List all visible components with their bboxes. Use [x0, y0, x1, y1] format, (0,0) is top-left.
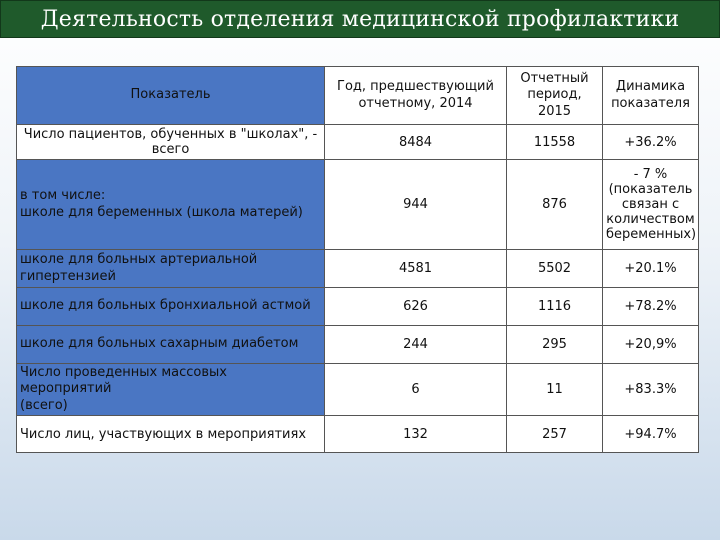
header-prev-year: Год, предшествующий отчетному, 2014 [325, 67, 507, 125]
row-label: в том числе: школе для беременных (школа матерей) [17, 160, 325, 250]
row-prev-value: 4581 [325, 250, 507, 288]
row-label: школе для больных артериальной гипертензией [17, 250, 325, 288]
title-bar [0, 0, 720, 38]
row-dynamics: - 7 % [633, 167, 668, 182]
row-label: Число проведенных массовых мероприятий (всего) [17, 364, 325, 416]
row-prev-value: 626 [325, 288, 507, 326]
table-row [17, 288, 699, 326]
table-row [17, 326, 699, 364]
row-current-value: 257 [507, 416, 603, 453]
table-row [17, 125, 699, 160]
header-period: Отчетный период, 2015 [507, 67, 603, 125]
header-dynamics: Динамика показателя [603, 67, 699, 125]
row-current-value: 876 [507, 160, 603, 250]
table-row [17, 250, 699, 288]
activity-table [16, 66, 699, 453]
table-header-row [17, 67, 699, 125]
table-row [17, 416, 699, 453]
row-dynamics-cell [603, 160, 699, 250]
row-label: Число пациентов, обученных в "школах", - всего [17, 125, 325, 160]
row-current-value: 295 [507, 326, 603, 364]
row-current-value: 1116 [507, 288, 603, 326]
row-current-value: 11 [507, 364, 603, 416]
row-dynamics: +20.1% [603, 250, 699, 288]
row-current-value: 5502 [507, 250, 603, 288]
page-title: Деятельность отделения медицинской профилактики [40, 6, 680, 32]
row-dynamics: +78.2% [603, 288, 699, 326]
row-prev-value: 6 [325, 364, 507, 416]
row-label: школе для больных бронхиальной астмой [17, 288, 325, 326]
row-dynamics: +83.3% [603, 364, 699, 416]
table-row [17, 160, 699, 250]
row-label: Число лиц, участвующих в мероприятиях [17, 416, 325, 453]
row-prev-value: 132 [325, 416, 507, 453]
row-prev-value: 8484 [325, 125, 507, 160]
row-dynamics: +94.7% [603, 416, 699, 453]
row-prev-value: 944 [325, 160, 507, 250]
row-current-value: 11558 [507, 125, 603, 160]
table-row [17, 364, 699, 416]
row-dynamics-note: (показатель связан с количеством беременных) [606, 182, 697, 242]
header-indicator: Показатель [17, 67, 325, 125]
row-label: школе для больных сахарным диабетом [17, 326, 325, 364]
row-prev-value: 244 [325, 326, 507, 364]
row-dynamics: +20,9% [603, 326, 699, 364]
row-dynamics: +36.2% [603, 125, 699, 160]
